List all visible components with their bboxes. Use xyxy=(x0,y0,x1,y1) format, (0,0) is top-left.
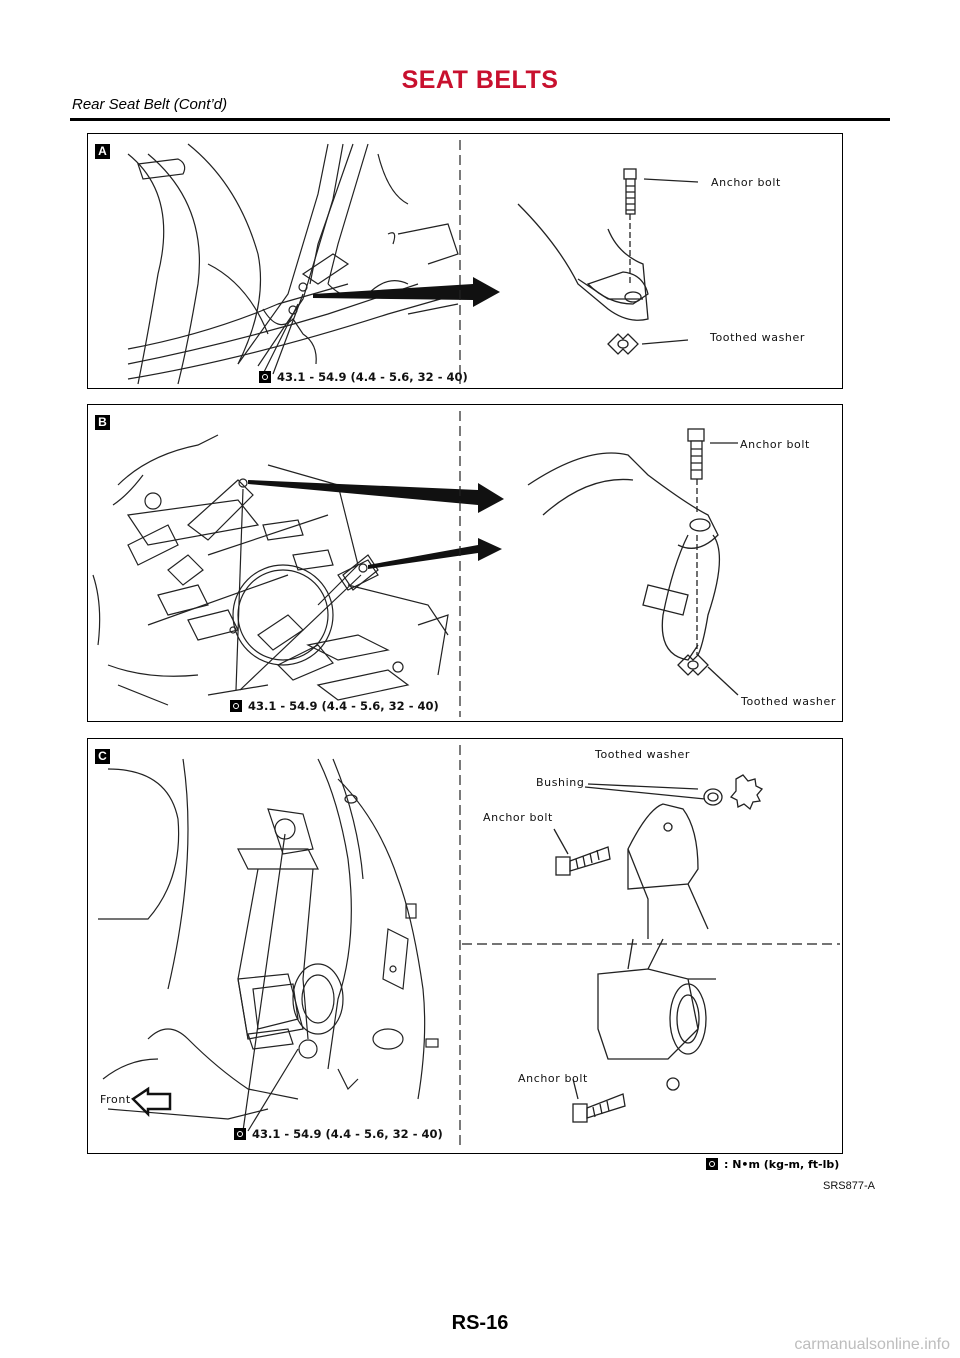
page-number: RS-16 xyxy=(451,1312,509,1334)
panel-c-front-label: Front xyxy=(100,1093,131,1106)
torque-wrench-icon xyxy=(706,1158,718,1170)
panel-a-badge: A xyxy=(95,144,110,159)
panel-b-anchor-bolt-label: Anchor bolt xyxy=(740,438,810,451)
page-title: SEAT BELTS xyxy=(401,66,559,94)
panel-c-toothed-washer-label: Toothed washer xyxy=(595,748,690,761)
panel-c xyxy=(87,738,843,1154)
front-arrow-icon xyxy=(133,1089,170,1114)
panel-b-torque-spec: 43.1 - 54.9 (4.4 - 5.6, 32 - 40) xyxy=(230,699,439,713)
panel-a-anchor-bolt-label: Anchor bolt xyxy=(711,176,781,189)
panel-b-illustration xyxy=(88,405,842,721)
page-subtitle: Rear Seat Belt (Cont’d) xyxy=(72,96,228,113)
panel-c-anchor-bolt-upper-label: Anchor bolt xyxy=(483,811,553,824)
panel-c-anchor-bolt-lower-label: Anchor bolt xyxy=(518,1072,588,1085)
panel-b-toothed-washer-label: Toothed washer xyxy=(741,695,836,708)
panel-c-badge: C xyxy=(95,749,110,764)
panel-c-illustration xyxy=(88,739,842,1153)
panel-b xyxy=(87,404,843,722)
panel-a-illustration xyxy=(88,134,842,388)
panel-c-bushing-label: Bushing xyxy=(536,776,585,789)
torque-wrench-icon xyxy=(234,1128,246,1140)
watermark: carmanualsonline.info xyxy=(794,1336,950,1353)
panel-a xyxy=(87,133,843,389)
torque-wrench-icon xyxy=(230,700,242,712)
figure-id: SRS877-A xyxy=(823,1180,875,1192)
panel-c-torque-spec: 43.1 - 54.9 (4.4 - 5.6, 32 - 40) xyxy=(234,1127,443,1141)
torque-unit-legend: : N•m (kg-m, ft-lb) xyxy=(706,1158,839,1171)
panel-b-badge: B xyxy=(95,415,110,430)
panel-a-toothed-washer-label: Toothed washer xyxy=(710,331,805,344)
panel-a-torque-spec: 43.1 - 54.9 (4.4 - 5.6, 32 - 40) xyxy=(259,370,468,384)
title-rule xyxy=(70,118,890,121)
torque-wrench-icon xyxy=(259,371,271,383)
